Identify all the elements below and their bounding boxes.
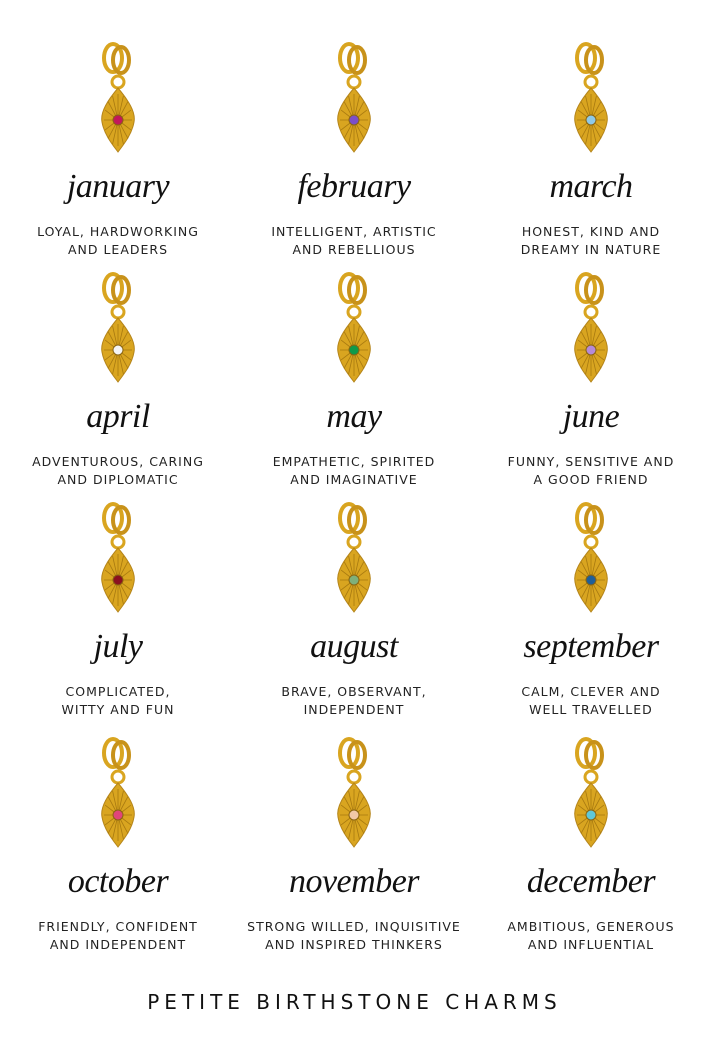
traits-line-1: LOYAL, HARDWORKING	[37, 224, 199, 239]
month-traits	[0, 918, 236, 954]
traits-line-2: DREAMY IN NATURE	[520, 242, 662, 257]
month-name: july	[93, 628, 143, 665]
page-title: PETITE BIRTHSTONE CHARMS	[147, 990, 562, 1014]
traits-line-2: AND INDEPENDENT	[49, 937, 187, 952]
month-traits	[236, 683, 472, 719]
month-traits	[473, 683, 709, 719]
month-traits	[473, 453, 709, 489]
traits-line-2: WELL TRAVELLED	[529, 702, 653, 717]
traits-line-1: FRIENDLY, CONFIDENT	[38, 919, 198, 934]
month-name: august	[310, 628, 398, 665]
charm-pendant-icon	[324, 40, 384, 160]
charm-pendant-icon	[561, 270, 621, 390]
charm-pendant-icon	[561, 500, 621, 620]
charm-pendant-icon	[561, 735, 621, 855]
charm-pendant-icon	[88, 735, 148, 855]
month-traits	[0, 683, 236, 719]
traits-line-1: INTELLIGENT, ARTISTIC	[271, 224, 437, 239]
traits-line-1: BRAVE, OBSERVANT,	[281, 684, 427, 699]
month-name: may	[326, 398, 382, 435]
traits-line-2: INDEPENDENT	[303, 702, 405, 717]
traits-line-2: AND LEADERS	[67, 242, 169, 257]
month-name: january	[66, 168, 170, 205]
traits-line-1: FUNNY, SENSITIVE AND	[507, 454, 675, 469]
traits-line-2: AND INFLUENTIAL	[527, 937, 655, 952]
month-traits	[473, 223, 709, 259]
traits-line-2: AND IMAGINATIVE	[290, 472, 418, 487]
charm-pendant-icon	[88, 270, 148, 390]
traits-line-2: AND INSPIRED THINKERS	[265, 937, 443, 952]
traits-line-2: AND DIPLOMATIC	[57, 472, 179, 487]
charm-pendant-icon	[561, 40, 621, 160]
traits-line-1: CALM, CLEVER AND	[521, 684, 661, 699]
month-traits	[236, 223, 472, 259]
traits-line-2: WITTY AND FUN	[61, 702, 175, 717]
month-name: october	[67, 863, 169, 900]
charm-pendant-icon	[324, 500, 384, 620]
traits-line-1: COMPLICATED,	[65, 684, 171, 699]
month-traits	[236, 453, 472, 489]
charm-pendant-icon	[88, 500, 148, 620]
month-name: november	[288, 863, 420, 900]
month-traits	[0, 223, 236, 259]
traits-line-2: AND REBELLIOUS	[292, 242, 416, 257]
month-traits	[473, 918, 709, 954]
month-traits	[236, 918, 472, 954]
month-name: september	[523, 628, 659, 665]
charm-pendant-icon	[324, 735, 384, 855]
charm-pendant-icon	[88, 40, 148, 160]
traits-line-1: AMBITIOUS, GENEROUS	[507, 919, 675, 934]
traits-line-2: A GOOD FRIEND	[533, 472, 649, 487]
charm-pendant-icon	[324, 270, 384, 390]
traits-line-1: STRONG WILLED, INQUISITIVE	[247, 919, 461, 934]
month-name: march	[549, 168, 633, 205]
traits-line-1: HONEST, KIND AND	[521, 224, 661, 239]
month-traits	[0, 453, 236, 489]
month-name: june	[562, 398, 620, 435]
month-name: february	[297, 168, 411, 205]
month-name: april	[86, 398, 150, 435]
month-name: december	[526, 863, 656, 900]
traits-line-1: ADVENTUROUS, CARING	[32, 454, 204, 469]
traits-line-1: EMPATHETIC, SPIRITED	[272, 454, 436, 469]
